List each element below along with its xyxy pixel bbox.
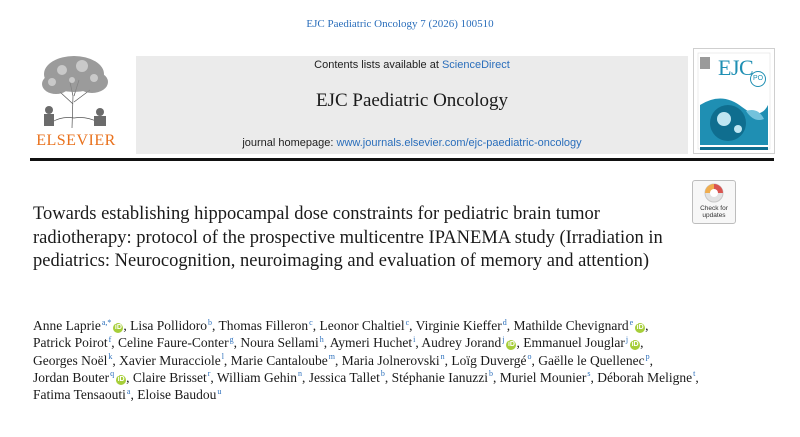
contents-line [136, 59, 688, 71]
author-name[interactable]: Fatima Tensaouti [33, 387, 126, 403]
header-rule [30, 158, 774, 161]
cover-sublabel: PO [750, 71, 766, 87]
author[interactable] [416, 318, 507, 333]
author-affiliation[interactable]: q [110, 369, 115, 379]
author-name[interactable]: Thomas Filleron [218, 318, 309, 333]
journal-banner [136, 56, 688, 154]
author-affiliation[interactable]: u [217, 386, 222, 396]
orcid-icon[interactable]: iD [631, 341, 639, 349]
author-name[interactable]: William Gehin [216, 369, 297, 385]
author-name[interactable]: Déborah Meligne [597, 369, 693, 385]
author-affiliation[interactable]: b [489, 369, 494, 379]
sciencedirect-link[interactable]: ScienceDirect [441, 59, 510, 71]
author-affiliation[interactable]: f [108, 334, 112, 344]
author[interactable] [421, 335, 516, 350]
author-name[interactable]: Lisa Pollidoro [130, 318, 208, 333]
author-name[interactable]: Muriel Mounier [499, 369, 587, 385]
author-affiliation[interactable]: e [629, 317, 634, 327]
author-affiliation[interactable]: j [625, 334, 629, 344]
author-name[interactable]: Celine Faure-Conter [118, 335, 229, 351]
author[interactable] [523, 335, 640, 350]
author-name[interactable]: Jordan Bouter [33, 369, 110, 385]
orcid-icon[interactable]: iD [636, 324, 644, 331]
orcid-icon[interactable]: iD [507, 341, 515, 349]
author-name[interactable]: Marie Cantaloube [230, 352, 328, 368]
author-name[interactable]: Virginie Kieffer [415, 318, 502, 333]
journal-name[interactable]: EJC Paediatric Oncology [315, 90, 509, 111]
author-affiliation[interactable]: n [440, 352, 445, 362]
author-affiliation[interactable]: k [108, 352, 113, 362]
author-name[interactable]: Noura Sellami [240, 335, 319, 351]
author-affiliation[interactable]: n [298, 369, 302, 379]
author-affiliation[interactable]: c [309, 317, 313, 327]
homepage-line [136, 137, 688, 149]
author-name[interactable]: Patrick Poirot [33, 335, 108, 351]
author[interactable] [33, 387, 130, 402]
author-name[interactable]: Anne Laprie [33, 318, 101, 333]
author[interactable] [330, 335, 416, 350]
author[interactable] [597, 370, 695, 385]
badge-line2: updates [702, 212, 726, 219]
cover-label: EJC [718, 55, 754, 80]
orcid-icon[interactable]: iD [114, 324, 122, 331]
author-affiliation[interactable]: j [502, 334, 505, 344]
author[interactable] [392, 370, 493, 385]
author[interactable] [137, 387, 221, 402]
author-name[interactable]: Stéphanie Ianuzzi [391, 369, 489, 385]
author-name[interactable]: Georges Noël [33, 352, 108, 368]
author[interactable] [500, 370, 591, 385]
author-name[interactable]: Emmanuel Jouglar [523, 335, 625, 351]
author-name[interactable]: Aymeri Huchet [329, 335, 413, 351]
author-affiliation[interactable]: o [527, 352, 532, 362]
author-affiliation[interactable]: c [405, 317, 410, 327]
badge-line1: Check for [700, 205, 728, 212]
author-affiliation[interactable]: t [693, 369, 696, 379]
author-name[interactable]: Eloise Baudou [137, 387, 217, 403]
author-name[interactable]: Maria Jolnerovski [341, 352, 440, 368]
author-name[interactable]: Audrey Jorand [421, 335, 502, 351]
homepage-prefix: journal homepage: [242, 137, 337, 149]
journal-cover-thumbnail[interactable] [693, 48, 775, 154]
author-affiliation[interactable]: b [208, 317, 213, 327]
elsevier-wordmark: ELSEVIER [36, 132, 116, 149]
author[interactable] [231, 353, 335, 368]
author[interactable] [240, 335, 323, 350]
journal-homepage-link[interactable]: www.journals.elsevier.com/ejc-paediatric-oncology [336, 137, 582, 149]
elsevier-mini-logo-icon [700, 57, 710, 69]
orcid-icon[interactable]: iD [117, 375, 125, 383]
article-title: Towards establishing hippocampal dose constraints for pediatric brain tumor radiotherapy: protocol of the prospective multicentre IPANEMA study (Irradiation in pediatrics: Neurocognition, neuroimaging and evaluation of memory and attention) [33, 204, 663, 271]
author-affiliation[interactable]: h [319, 334, 324, 344]
author[interactable] [118, 335, 234, 350]
author[interactable] [538, 353, 649, 368]
author[interactable] [33, 318, 123, 333]
author[interactable] [33, 335, 111, 350]
author-name[interactable]: Jessica Tallet [308, 369, 380, 385]
author[interactable] [513, 318, 645, 333]
running-head[interactable]: EJC Paediatric Oncology 7 (2026) 100510 [306, 18, 494, 30]
author[interactable] [451, 353, 531, 368]
author-name[interactable]: Loïg Duvergé [451, 352, 527, 368]
check-for-updates-icon [693, 181, 735, 205]
elsevier-tree-logo-icon [32, 52, 118, 130]
check-for-updates-label [693, 205, 735, 219]
author-affiliation[interactable]: s [587, 369, 591, 379]
author-name[interactable]: Claire Brisset [132, 369, 207, 385]
author-affiliation[interactable]: i [413, 334, 416, 344]
contents-prefix: Contents lists available at [314, 59, 442, 71]
author[interactable] [217, 370, 302, 385]
check-for-updates-button[interactable] [692, 180, 736, 224]
author-affiliation[interactable]: g [229, 334, 234, 344]
author[interactable] [133, 370, 211, 385]
author[interactable] [33, 370, 126, 385]
author[interactable] [119, 353, 224, 368]
author-list: Anne Laprie$^{a,*}$iD , Lisa Pollidoro$^b$, Thomas Filleron$^c$, Leonor Chaltiel$^c$, Virginie Kieffer$^d$, Mathilde Chevignard$^e$iD , Patrick Poirot$^f$, Celine Faure-Conter$^g$, Noura Sellami$^h$, Aymeri Huchet$^i$, Audrey Jorand$^j$iD , Emmanuel Jouglar$^j$iD , Georges Noël$^k$, Xavier Muracciole$^l$, Marie Cantaloube$^m$, Maria Jolnerovski$^n$, Loïg Duvergé$^o$, Gaëlle le Quellenec$^p$, Jordan Bouter$^q$iD , Claire Brisset$^r$, William Gehin$^n$, Jessica Tallet$^b$, Stéphanie Ianuzzi$^b$, Muriel Mounier$^s$, Déborah Meligne$^t$, Fatima Tensaouti$^a$, Eloise Baudou$^u$ [33, 317, 699, 403]
author-affiliation[interactable]: b [380, 369, 385, 379]
author[interactable] [319, 318, 409, 333]
author-name[interactable]: Mathilde Chevignard [513, 318, 629, 333]
author-affiliation[interactable]: a,* [101, 317, 112, 327]
author-affiliation[interactable]: p [645, 352, 650, 362]
author[interactable] [342, 353, 445, 368]
author[interactable] [33, 353, 112, 368]
author[interactable] [219, 318, 313, 333]
author-name[interactable]: Gaëlle le Quellenec [538, 352, 645, 368]
author-affiliation[interactable]: r [207, 369, 211, 379]
author[interactable] [309, 370, 385, 385]
author-affiliation[interactable]: l [221, 352, 224, 362]
author-name[interactable]: Leonor Chaltiel [319, 318, 405, 333]
author-affiliation[interactable]: a [126, 386, 131, 396]
author-name[interactable]: Xavier Muracciole [119, 352, 221, 368]
author-affiliation[interactable]: m [328, 352, 335, 362]
author-affiliation[interactable]: d [502, 317, 507, 327]
author[interactable] [130, 318, 212, 333]
elsevier-logo[interactable] [30, 52, 122, 152]
